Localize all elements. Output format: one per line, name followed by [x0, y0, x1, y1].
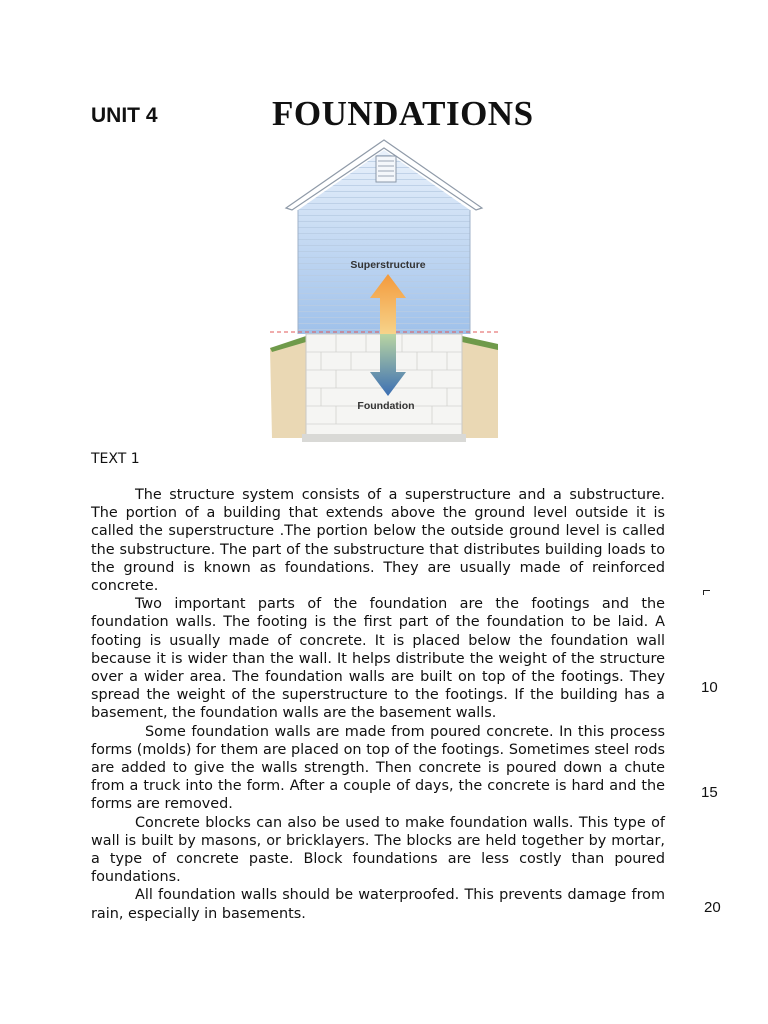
line-number: 20: [704, 899, 721, 916]
text-heading: TEXT 1: [91, 451, 140, 467]
line-number: 10: [701, 679, 718, 696]
reading-text: [91, 486, 665, 923]
paragraph: The structure system consists of a superstructure and a substructure. The portion of a building that extends above the ground level outside it is called the superstructure .The portion below the outside ground level is called the substructure. The part of the substructure that distributes building loads to the ground is known as foundations. They are usually made of reinforced concrete.: [91, 487, 665, 595]
paragraph: All foundation walls should be waterproofed. This prevents damage from rain, especially in basements.: [91, 887, 665, 922]
paragraph: Two important parts of the foundation are the footings and the foundation walls. The footing is the first part of the foundation to be laid. A footing is usually made of concrete. It is placed below the foundation wall because it is wider than the wall. It helps distribute the weight of the structure over a wider area. The foundation walls are built on top of the footings. They spread the weight of the superstructure to the footings. If the building has a basement, the foundation walls are the basement walls.: [91, 596, 665, 722]
superstructure-label: Superstructure: [350, 259, 426, 271]
paragraph: Some foundation walls are made from poured concrete. In this process forms (molds) for them are placed on top of the footings. Sometimes steel rods are added to give the walls strength. Then concrete is poured down a chute from a truck into the form. After a couple of days, the concrete is hard and the forms are removed.: [91, 723, 665, 813]
corner-mark: [703, 590, 710, 595]
unit-label: UNIT 4: [91, 104, 158, 127]
line-number: 15: [701, 784, 718, 801]
foundation-label: Foundation: [357, 400, 415, 412]
paragraph: Concrete blocks can also be used to make foundation walls. This type of wall is built by masons, or bricklayers. The blocks are held together by mortar, a type of concrete paste. Block foundations are less costly than poured foundations.: [91, 814, 665, 886]
page-title: FOUNDATIONS: [272, 94, 534, 133]
foundation-illustration: [266, 138, 502, 450]
